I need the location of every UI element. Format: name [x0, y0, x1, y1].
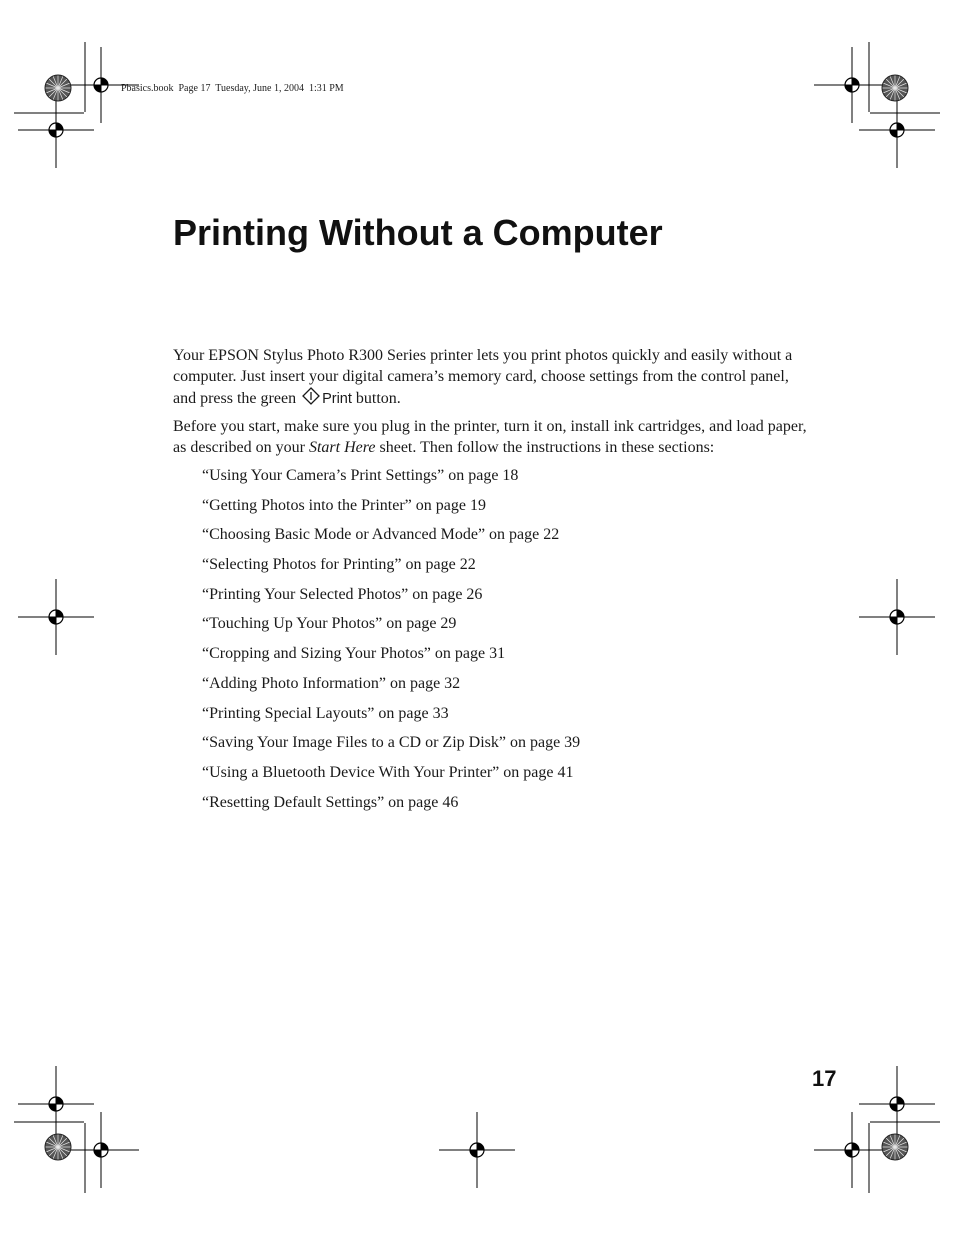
- starburst-target-icon: [882, 75, 908, 101]
- diamond-start-icon: [302, 387, 320, 405]
- intro-text-end: button.: [351, 390, 401, 407]
- before-start-paragraph: [173, 417, 813, 458]
- intro-paragraph: [173, 346, 813, 410]
- section-link[interactable]: “Touching Up Your Photos” on page 29: [202, 615, 457, 633]
- print-button-label: Print: [322, 391, 352, 407]
- registration-mark-icon: [18, 1066, 94, 1142]
- intro-text: Your EPSON Stylus Photo R300 Series printer lets you print photos quickly and easily without a computer. Just insert your digital camera’s memory card, choose settings from the control panel, and press the green: [173, 347, 793, 407]
- registration-mark-icon: [18, 579, 94, 655]
- section-link[interactable]: “Printing Your Selected Photos” on page 26: [202, 585, 483, 603]
- print-slug-line: Pbasics.book Page 17 Tuesday, June 1, 2004 1:31 PM: [121, 83, 344, 94]
- section-link[interactable]: “Cropping and Sizing Your Photos” on page 31: [202, 645, 506, 663]
- registration-mark-icon: [439, 1112, 515, 1188]
- registration-mark-icon: [814, 47, 890, 123]
- starburst-target-icon: [45, 75, 71, 101]
- section-list: [202, 465, 580, 821]
- starburst-target-icon: [882, 1134, 908, 1160]
- registration-mark-icon: [859, 1066, 935, 1142]
- section-link[interactable]: “Using Your Camera’s Print Settings” on page 18: [202, 467, 519, 484]
- section-link[interactable]: “Getting Photos into the Printer” on page 19: [202, 496, 486, 514]
- section-link[interactable]: “Choosing Basic Mode or Advanced Mode” on page 22: [202, 526, 560, 544]
- registration-mark-icon: [63, 1112, 139, 1188]
- registration-mark-icon: [859, 579, 935, 655]
- starburst-target-icon: [45, 1134, 71, 1160]
- page-title: Printing Without a Computer: [173, 212, 663, 253]
- section-link[interactable]: “Using a Bluetooth Device With Your Printer” on page 41: [202, 763, 574, 781]
- section-link[interactable]: “Selecting Photos for Printing” on page 22: [202, 556, 476, 574]
- section-link[interactable]: “Printing Special Layouts” on page 33: [202, 704, 449, 722]
- page-number: 17: [812, 1066, 837, 1091]
- before-start-text-end: sheet. Then follow the instructions in these sections:: [375, 438, 715, 456]
- registration-mark-icon: [18, 92, 94, 168]
- section-link[interactable]: “Adding Photo Information” on page 32: [202, 674, 461, 692]
- registration-mark-icon: [859, 92, 935, 168]
- section-link[interactable]: “Saving Your Image Files to a CD or Zip Disk” on page 39: [202, 734, 581, 752]
- before-start-text: Before you start, make sure you plug in the printer, turn it on, install ink cartridges, and load paper, as described on your: [173, 418, 807, 456]
- start-here-reference: Start Here: [308, 438, 376, 456]
- registration-mark-icon: [814, 1112, 890, 1188]
- section-link[interactable]: “Resetting Default Settings” on page 46: [202, 793, 459, 811]
